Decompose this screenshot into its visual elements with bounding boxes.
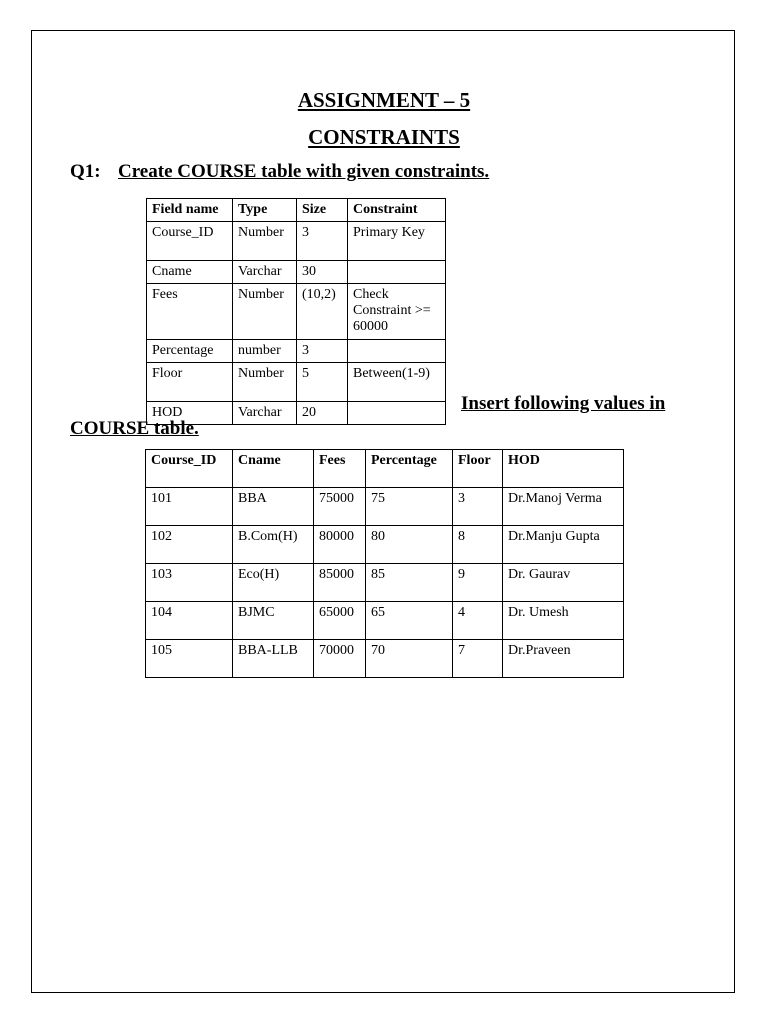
table-cell: 80000	[314, 526, 366, 564]
values-header-cell: Floor	[453, 450, 503, 488]
table-cell: Cname	[147, 261, 233, 284]
table-cell: 3	[453, 488, 503, 526]
table-cell: 103	[146, 564, 233, 602]
values-header-cell: Fees	[314, 450, 366, 488]
table-cell: Floor	[147, 363, 233, 402]
table-cell	[348, 340, 446, 363]
table-cell: 80	[366, 526, 453, 564]
insert-instruction-line-2: COURSE table.	[70, 418, 199, 439]
page-subtitle: CONSTRAINTS	[308, 125, 460, 149]
table-row	[146, 602, 624, 640]
values-header-cell: Course_ID	[146, 450, 233, 488]
table-row	[146, 488, 624, 526]
table-cell: HOD	[147, 402, 233, 425]
table-cell: BBA-LLB	[233, 640, 314, 678]
table-cell: 104	[146, 602, 233, 640]
table-cell: 85	[366, 564, 453, 602]
insert-instruction-line-1: Insert following values in	[461, 393, 666, 414]
table-row	[146, 526, 624, 564]
table-cell: Course_ID	[147, 222, 233, 261]
table-row	[147, 261, 446, 284]
table-cell: Dr.Manoj Verma	[503, 488, 624, 526]
table-cell: Number	[233, 222, 297, 261]
schema-table	[146, 198, 446, 425]
table-cell: Percentage	[147, 340, 233, 363]
table-cell: (10,2)	[297, 284, 348, 340]
values-header-cell: HOD	[503, 450, 624, 488]
schema-header-cell: Type	[233, 199, 297, 222]
question-number: Q1:	[70, 161, 101, 182]
table-cell: 8	[453, 526, 503, 564]
table-row	[147, 222, 446, 261]
table-cell: 20	[297, 402, 348, 425]
question-heading	[70, 161, 489, 183]
table-cell: Dr.Praveen	[503, 640, 624, 678]
values-header-row	[146, 450, 624, 488]
table-cell: BBA	[233, 488, 314, 526]
table-row	[147, 284, 446, 340]
table-cell: 105	[146, 640, 233, 678]
values-table	[145, 449, 624, 678]
table-cell: 65	[366, 602, 453, 640]
table-cell: Eco(H)	[233, 564, 314, 602]
table-cell: Primary Key	[348, 222, 446, 261]
table-row	[147, 340, 446, 363]
table-cell: number	[233, 340, 297, 363]
table-row	[147, 363, 446, 402]
values-header-cell: Percentage	[366, 450, 453, 488]
table-cell: 75	[366, 488, 453, 526]
table-cell: BJMC	[233, 602, 314, 640]
schema-header-row	[147, 199, 446, 222]
table-cell: 5	[297, 363, 348, 402]
table-cell: Between(1-9)	[348, 363, 446, 402]
table-cell: Varchar	[233, 402, 297, 425]
table-cell: Number	[233, 363, 297, 402]
table-cell: Varchar	[233, 261, 297, 284]
table-cell: Fees	[147, 284, 233, 340]
table-cell: Number	[233, 284, 297, 340]
table-cell: 70000	[314, 640, 366, 678]
table-cell: 101	[146, 488, 233, 526]
table-cell: Dr. Gaurav	[503, 564, 624, 602]
table-cell: B.Com(H)	[233, 526, 314, 564]
table-cell: 30	[297, 261, 348, 284]
table-cell: 3	[297, 222, 348, 261]
question-text: Create COURSE table with given constraints.	[118, 161, 490, 182]
table-cell: 7	[453, 640, 503, 678]
schema-header-cell: Size	[297, 199, 348, 222]
table-cell: Dr. Umesh	[503, 602, 624, 640]
table-cell: 102	[146, 526, 233, 564]
table-cell: 9	[453, 564, 503, 602]
table-cell: 70	[366, 640, 453, 678]
table-cell: 4	[453, 602, 503, 640]
table-row	[146, 640, 624, 678]
table-cell: 65000	[314, 602, 366, 640]
page-title: ASSIGNMENT – 5	[297, 88, 471, 112]
schema-header-cell: Constraint	[348, 199, 446, 222]
table-cell	[348, 402, 446, 425]
table-cell	[348, 261, 446, 284]
table-cell: 3	[297, 340, 348, 363]
values-header-cell: Cname	[233, 450, 314, 488]
table-cell: Dr.Manju Gupta	[503, 526, 624, 564]
schema-header-cell: Field name	[147, 199, 233, 222]
table-cell: 75000	[314, 488, 366, 526]
table-cell: 85000	[314, 564, 366, 602]
table-row	[146, 564, 624, 602]
table-cell: Check Constraint >= 60000	[348, 284, 446, 340]
